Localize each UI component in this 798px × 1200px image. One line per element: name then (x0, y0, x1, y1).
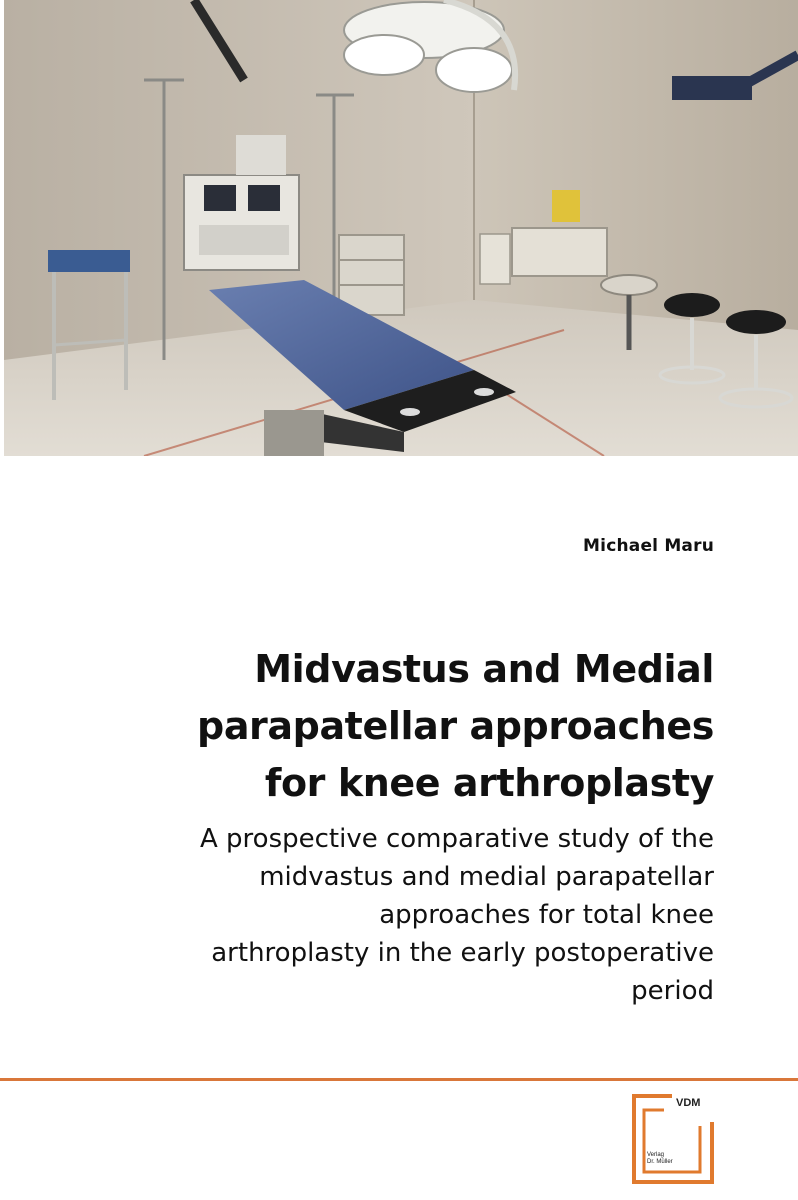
book-subtitle-line: midvastus and medial parapatellar (259, 862, 714, 892)
book-subtitle (74, 820, 714, 1010)
cover-photo-operating-room (4, 0, 798, 456)
logo-vdm-text: VDM (676, 1097, 701, 1109)
book-title-line: for knee arthroplasty (264, 761, 714, 805)
book-subtitle-line: period (631, 976, 714, 1006)
author-name: Michael Maru (583, 536, 714, 556)
book-title (74, 641, 714, 812)
book-subtitle-line: arthroplasty in the early postoperative (211, 938, 714, 968)
book-title-line: Midvastus and Medial (254, 647, 714, 691)
book-subtitle-line: A prospective comparative study of the (199, 824, 714, 854)
book-subtitle-line: approaches for total knee (379, 900, 714, 930)
publisher-logo (632, 1094, 714, 1184)
logo-verlag-text: Verlag (647, 1152, 665, 1158)
logo-frame-icon (632, 1094, 714, 1184)
logo-mueller-text: Dr. Müller (647, 1159, 673, 1165)
orange-divider (0, 1078, 798, 1081)
book-title-line: parapatellar approaches (197, 704, 714, 748)
